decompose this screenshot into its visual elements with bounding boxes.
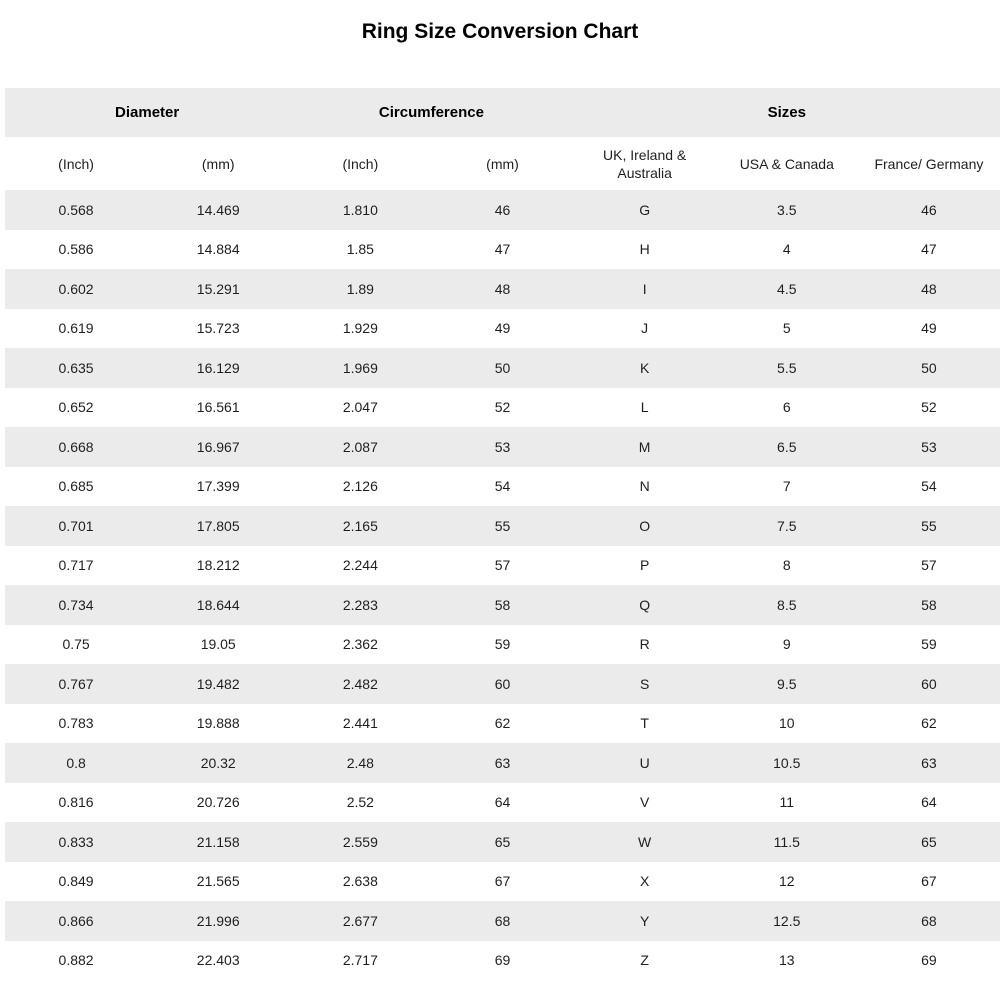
table-cell: 1.810 (289, 190, 431, 230)
table-cell: 0.866 (5, 901, 147, 941)
table-cell: 0.8 (5, 743, 147, 783)
table-cell: 69 (858, 941, 1000, 981)
table-cell: 3.5 (716, 190, 858, 230)
table-cell: 53 (431, 427, 573, 467)
table-row (5, 388, 1000, 428)
table-row (5, 901, 1000, 941)
table-cell: R (574, 625, 716, 665)
table-cell: 2.482 (289, 664, 431, 704)
table-cell: 5.5 (716, 348, 858, 388)
table-cell: 1.89 (289, 269, 431, 309)
table-cell: 49 (858, 309, 1000, 349)
table-cell: 11.5 (716, 822, 858, 862)
table-cell: 10 (716, 704, 858, 744)
table-cell: 2.283 (289, 585, 431, 625)
table-cell: 12.5 (716, 901, 858, 941)
table-cell: V (574, 783, 716, 823)
table-cell: 47 (858, 230, 1000, 270)
column-header: France/ Germany (858, 137, 1000, 190)
table-cell: 15.291 (147, 269, 289, 309)
table-row (5, 743, 1000, 783)
table-cell: 4 (716, 230, 858, 270)
table-cell: 47 (431, 230, 573, 270)
table-cell: 0.734 (5, 585, 147, 625)
table-row (5, 783, 1000, 823)
table-cell: 58 (431, 585, 573, 625)
table-cell: 2.362 (289, 625, 431, 665)
table-cell: J (574, 309, 716, 349)
table-cell: 0.783 (5, 704, 147, 744)
table-cell: 2.677 (289, 901, 431, 941)
table-cell: 14.884 (147, 230, 289, 270)
table-cell: 68 (858, 901, 1000, 941)
table-cell: 46 (431, 190, 573, 230)
table-cell: K (574, 348, 716, 388)
table-cell: 21.565 (147, 862, 289, 902)
table-row (5, 822, 1000, 862)
table-cell: 13 (716, 941, 858, 981)
table-cell: 18.212 (147, 546, 289, 586)
page-title: Ring Size Conversion Chart (361, 20, 639, 43)
table-cell: P (574, 546, 716, 586)
table-cell: 0.701 (5, 506, 147, 546)
table-cell: 57 (431, 546, 573, 586)
table-cell: 21.996 (147, 901, 289, 941)
column-header-row (5, 137, 1000, 190)
table-cell: 62 (431, 704, 573, 744)
table-cell: 63 (858, 743, 1000, 783)
table-cell: 1.969 (289, 348, 431, 388)
table-cell: 9 (716, 625, 858, 665)
table-cell: 17.805 (147, 506, 289, 546)
table-cell: 19.482 (147, 664, 289, 704)
table-cell: M (574, 427, 716, 467)
table-row (5, 348, 1000, 388)
table-row (5, 467, 1000, 507)
table-cell: 2.559 (289, 822, 431, 862)
table-cell: 16.129 (147, 348, 289, 388)
table-cell: I (574, 269, 716, 309)
table-cell: 12 (716, 862, 858, 902)
table-cell: U (574, 743, 716, 783)
column-header: UK, Ireland & Australia (574, 137, 716, 190)
table-cell: 0.586 (5, 230, 147, 270)
table-cell: 2.441 (289, 704, 431, 744)
table-cell: 69 (431, 941, 573, 981)
table-cell: 0.767 (5, 664, 147, 704)
table-cell: 60 (431, 664, 573, 704)
table-cell: S (574, 664, 716, 704)
table-cell: Y (574, 901, 716, 941)
table-body (5, 190, 1000, 980)
column-group-row (5, 88, 1000, 137)
table-cell: 19.888 (147, 704, 289, 744)
table-row (5, 190, 1000, 230)
table-cell: 0.882 (5, 941, 147, 981)
table-cell: 2.126 (289, 467, 431, 507)
table-cell: 2.165 (289, 506, 431, 546)
table-cell: 2.244 (289, 546, 431, 586)
table-cell: 64 (431, 783, 573, 823)
table-row (5, 941, 1000, 981)
table-cell: O (574, 506, 716, 546)
table-cell: 0.75 (5, 625, 147, 665)
table-row (5, 309, 1000, 349)
column-group-header: Sizes (574, 88, 1000, 137)
table-row (5, 546, 1000, 586)
table-cell: 48 (431, 269, 573, 309)
table-cell: 65 (431, 822, 573, 862)
table-cell: 54 (431, 467, 573, 507)
table-row (5, 585, 1000, 625)
column-header: USA & Canada (716, 137, 858, 190)
table-row (5, 269, 1000, 309)
column-header: (mm) (147, 137, 289, 190)
table-cell: 1.929 (289, 309, 431, 349)
table-cell: 17.399 (147, 467, 289, 507)
table-cell: 16.967 (147, 427, 289, 467)
table-cell: 65 (858, 822, 1000, 862)
table-cell: 15.723 (147, 309, 289, 349)
table-cell: 59 (858, 625, 1000, 665)
table-cell: 46 (858, 190, 1000, 230)
table-cell: 1.85 (289, 230, 431, 270)
table-cell: 11 (716, 783, 858, 823)
column-header: (Inch) (5, 137, 147, 190)
table-cell: 0.685 (5, 467, 147, 507)
table-cell: 54 (858, 467, 1000, 507)
table-cell: 0.635 (5, 348, 147, 388)
table-row (5, 506, 1000, 546)
table-cell: 2.48 (289, 743, 431, 783)
table-cell: X (574, 862, 716, 902)
table-cell: Q (574, 585, 716, 625)
table-cell: 50 (858, 348, 1000, 388)
table-cell: 50 (431, 348, 573, 388)
table-cell: 52 (431, 388, 573, 428)
table-cell: 48 (858, 269, 1000, 309)
table-cell: 6.5 (716, 427, 858, 467)
table-cell: 6 (716, 388, 858, 428)
table-cell: 63 (431, 743, 573, 783)
table-cell: 4.5 (716, 269, 858, 309)
table-cell: 20.32 (147, 743, 289, 783)
table-cell: 0.602 (5, 269, 147, 309)
table-cell: 18.644 (147, 585, 289, 625)
table-cell: 7 (716, 467, 858, 507)
table-row (5, 625, 1000, 665)
table-cell: N (574, 467, 716, 507)
table-cell: 2.717 (289, 941, 431, 981)
table-row (5, 230, 1000, 270)
column-group-header: Diameter (5, 88, 289, 137)
table-row (5, 427, 1000, 467)
table-cell: 57 (858, 546, 1000, 586)
table-cell: G (574, 190, 716, 230)
table-cell: 64 (858, 783, 1000, 823)
table-cell: 8 (716, 546, 858, 586)
table-cell: 0.652 (5, 388, 147, 428)
table-row (5, 704, 1000, 744)
table-cell: 53 (858, 427, 1000, 467)
table-cell: 2.047 (289, 388, 431, 428)
table-header (5, 88, 1000, 190)
table-cell: 0.568 (5, 190, 147, 230)
table-cell: 9.5 (716, 664, 858, 704)
table-cell: 0.816 (5, 783, 147, 823)
table-cell: 52 (858, 388, 1000, 428)
table-cell: 67 (858, 862, 1000, 902)
table-cell: 0.717 (5, 546, 147, 586)
table-cell: 22.403 (147, 941, 289, 981)
table-cell: 2.087 (289, 427, 431, 467)
table-cell: 59 (431, 625, 573, 665)
table-cell: W (574, 822, 716, 862)
table-cell: 2.52 (289, 783, 431, 823)
table-cell: 62 (858, 704, 1000, 744)
table-cell: 68 (431, 901, 573, 941)
ring-size-conversion-table (5, 88, 1000, 980)
table-cell: 16.561 (147, 388, 289, 428)
table-cell: 8.5 (716, 585, 858, 625)
table-cell: T (574, 704, 716, 744)
table-cell: 7.5 (716, 506, 858, 546)
table-cell: 19.05 (147, 625, 289, 665)
table-cell: 21.158 (147, 822, 289, 862)
table-cell: 0.668 (5, 427, 147, 467)
column-group-header: Circumference (289, 88, 573, 137)
table-cell: 0.849 (5, 862, 147, 902)
table-cell: 14.469 (147, 190, 289, 230)
table-cell: L (574, 388, 716, 428)
table-cell: 5 (716, 309, 858, 349)
table-cell: 55 (858, 506, 1000, 546)
table-cell: 0.619 (5, 309, 147, 349)
table-row (5, 664, 1000, 704)
column-header: (Inch) (289, 137, 431, 190)
table-cell: 20.726 (147, 783, 289, 823)
table-row (5, 862, 1000, 902)
table-cell: 2.638 (289, 862, 431, 902)
table-cell: H (574, 230, 716, 270)
table-cell: Z (574, 941, 716, 981)
column-header: (mm) (431, 137, 573, 190)
table-cell: 55 (431, 506, 573, 546)
table-cell: 58 (858, 585, 1000, 625)
table-cell: 60 (858, 664, 1000, 704)
table-cell: 10.5 (716, 743, 858, 783)
table-cell: 49 (431, 309, 573, 349)
table-cell: 67 (431, 862, 573, 902)
table-cell: 0.833 (5, 822, 147, 862)
